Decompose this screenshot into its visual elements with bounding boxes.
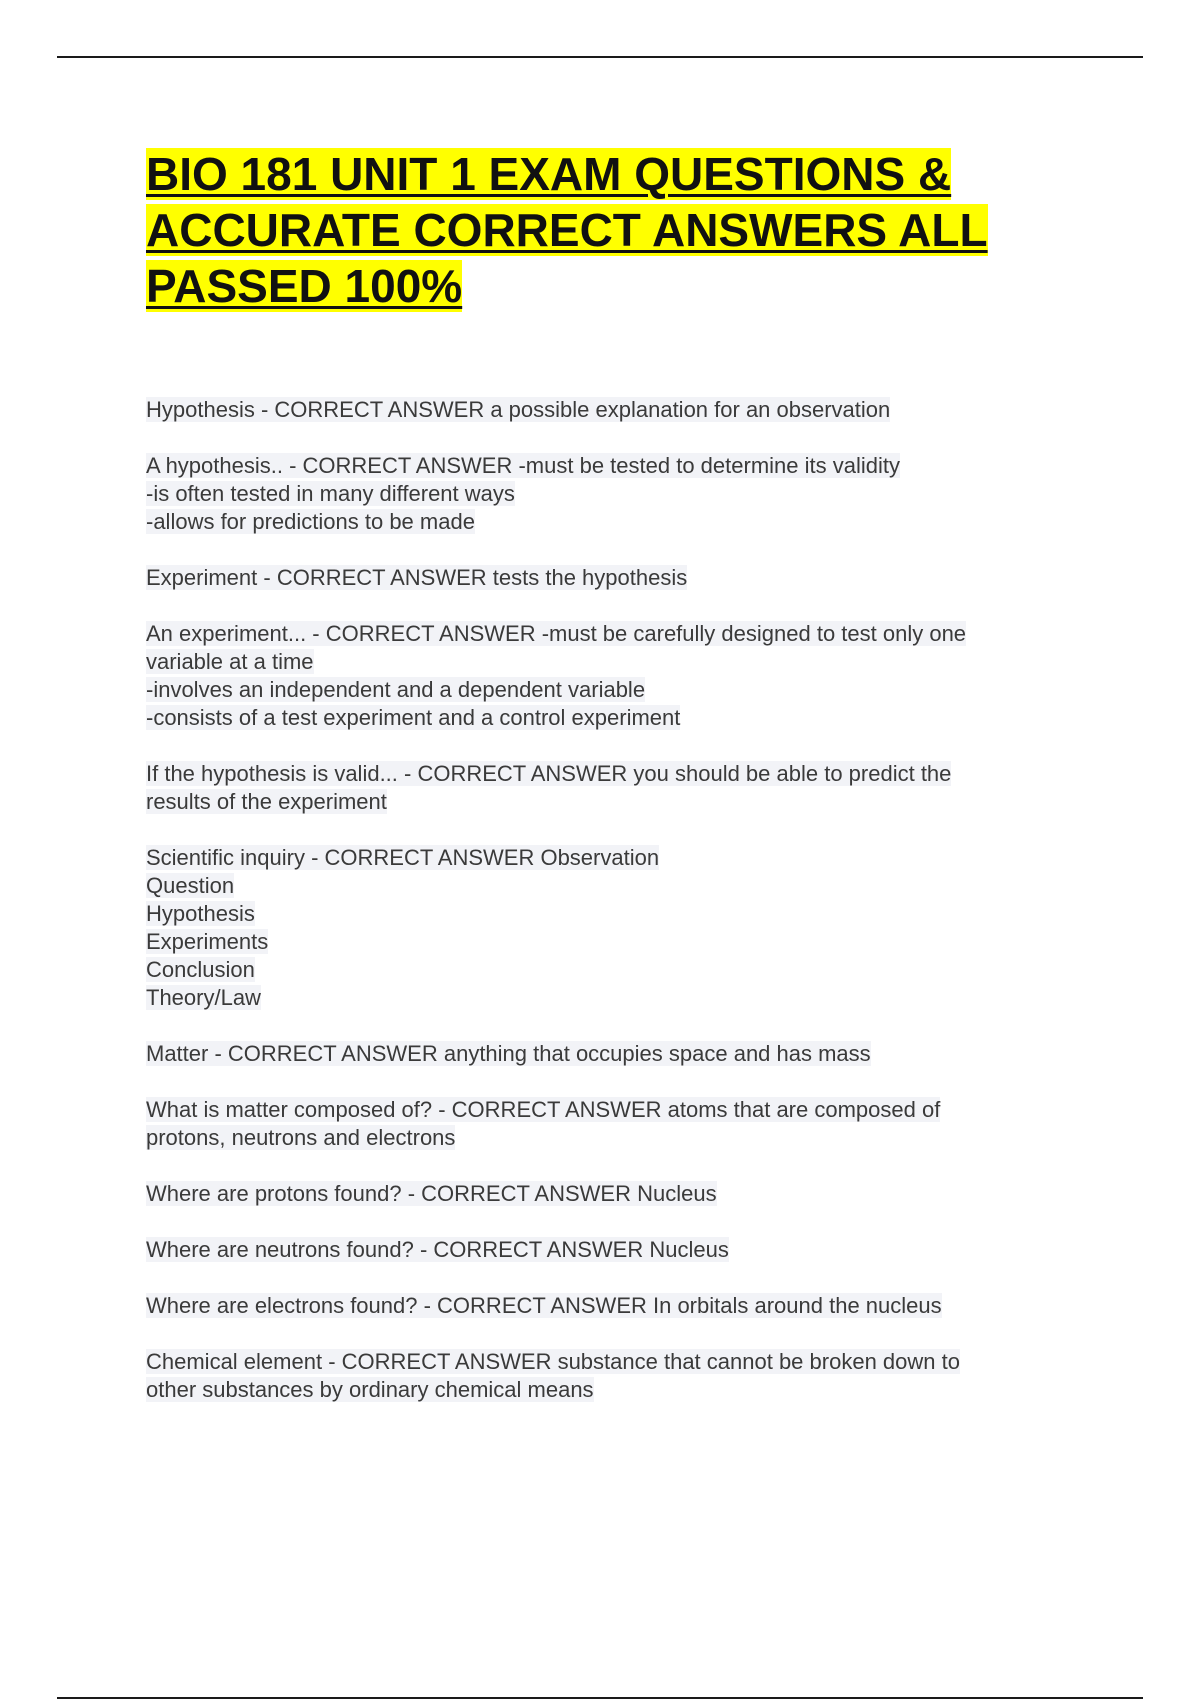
qa-entry [146, 1040, 1106, 1068]
qa-line: -consists of a test experiment and a control experiment [146, 705, 681, 730]
qa-line: -involves an independent and a dependent variable [146, 677, 646, 702]
qa-line: other substances by ordinary chemical means [146, 1377, 594, 1402]
qa-entry [146, 1348, 1106, 1404]
qa-entry [146, 760, 1106, 816]
qa-entry [146, 1236, 1106, 1264]
qa-line: Where are neutrons found? - CORRECT ANSWER Nucleus [146, 1237, 729, 1262]
qa-line: Question [146, 873, 235, 898]
qa-entry [146, 564, 1106, 592]
footer-rule [57, 1697, 1143, 1699]
qa-entry [146, 620, 1106, 732]
qa-line: Hypothesis [146, 901, 255, 926]
qa-list [146, 396, 1106, 1432]
header-rule [57, 56, 1143, 58]
qa-line: -is often tested in many different ways [146, 481, 515, 506]
title-line: PASSED 100% [146, 260, 463, 312]
qa-line: Where are electrons found? - CORRECT ANSWER In orbitals around the nucleus [146, 1293, 942, 1318]
qa-line: Hypothesis - CORRECT ANSWER a possible explanation for an observation [146, 397, 891, 422]
qa-line: Experiments [146, 929, 269, 954]
qa-line: Chemical element - CORRECT ANSWER substance that cannot be broken down to [146, 1349, 960, 1374]
title-line: BIO 181 UNIT 1 EXAM QUESTIONS & [146, 148, 952, 200]
title-line: ACCURATE CORRECT ANSWERS ALL [146, 204, 988, 256]
qa-line: If the hypothesis is valid... - CORRECT ANSWER you should be able to predict the [146, 761, 952, 786]
qa-line: -allows for predictions to be made [146, 509, 475, 534]
qa-line: Scientific inquiry - CORRECT ANSWER Observation [146, 845, 660, 870]
qa-line: A hypothesis.. - CORRECT ANSWER -must be tested to determine its validity [146, 453, 900, 478]
qa-line: Conclusion [146, 957, 255, 982]
document-title [146, 146, 1066, 314]
qa-line: Theory/Law [146, 985, 261, 1010]
qa-line: What is matter composed of? - CORRECT ANSWER atoms that are composed of [146, 1097, 941, 1122]
qa-line: variable at a time [146, 649, 314, 674]
qa-line: Experiment - CORRECT ANSWER tests the hypothesis [146, 565, 688, 590]
qa-line: Where are protons found? - CORRECT ANSWER Nucleus [146, 1181, 717, 1206]
qa-entry [146, 1096, 1106, 1152]
qa-entry [146, 396, 1106, 424]
qa-line: protons, neutrons and electrons [146, 1125, 456, 1150]
qa-line: An experiment... - CORRECT ANSWER -must be carefully designed to test only one [146, 621, 967, 646]
qa-entry [146, 452, 1106, 536]
qa-line: Matter - CORRECT ANSWER anything that occupies space and has mass [146, 1041, 871, 1066]
qa-entry [146, 1180, 1106, 1208]
qa-entry [146, 1292, 1106, 1320]
qa-line: results of the experiment [146, 789, 387, 814]
qa-entry [146, 844, 1106, 1012]
